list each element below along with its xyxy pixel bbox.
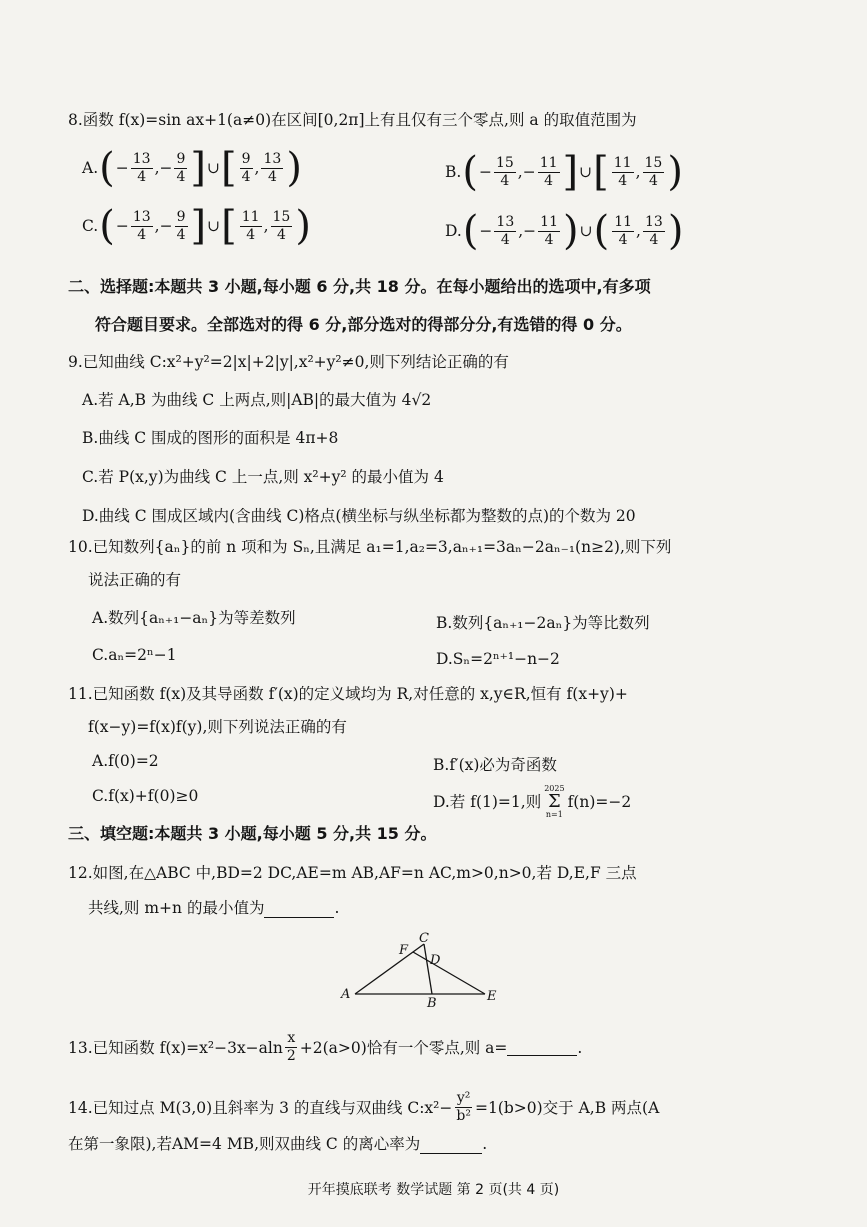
q12-stem: 12.如图,在△ABC 中,BD=2 DC,AE=m AB,AF=n AC,m>0,n>0,若 D,E,F 三点	[68, 864, 637, 882]
q9-option-b: B.曲线 C 围成的图形的面积是 4π+8	[82, 429, 339, 447]
q8-option-a: A. ( − $\frac{13}{4}$ ,− $\frac{9}{4}$ ] ∪ [ $\frac{9}{4}$ , $\frac{13}{4}$ )	[82, 145, 302, 191]
q10-option-a: A.数列{aₙ₊₁−aₙ}为等差数列	[92, 609, 296, 627]
answer-blank[interactable]	[264, 917, 334, 918]
label-d: D	[430, 953, 441, 968]
q9-option-a: A.若 A,B 为曲线 C 上两点,则|AB|的最大值为 4√2	[82, 391, 432, 409]
option-label: C.	[82, 217, 99, 235]
answer-blank[interactable]	[420, 1153, 482, 1154]
q9-option-c: C.若 P(x,y)为曲线 C 上一点,则 x²+y² 的最小值为 4	[82, 468, 444, 486]
page-footer: 开年摸底联考 数学试题 第 2 页(共 4 页)	[307, 1182, 560, 1198]
label-e: E	[487, 989, 497, 1004]
q10-option-c: C.aₙ=2ⁿ−1	[92, 646, 177, 664]
section-3-heading: 三、填空题:本题共 3 小题,每小题 5 分,共 15 分。	[68, 824, 437, 843]
answer-blank[interactable]	[507, 1039, 577, 1056]
q12-stem-cont: 共线,则 m+n 的最小值为 .	[88, 899, 340, 917]
section-2-heading-cont: 符合题目要求。全部选对的得 6 分,部分选对的得部分分,有选错的得 0 分。	[95, 315, 632, 334]
q9-stem: 9.已知曲线 C:x²+y²=2|x|+2|y|,x²+y²≠0,则下列结论正确的有	[68, 353, 509, 371]
label-c: C	[419, 931, 429, 946]
option-label: B.	[445, 163, 462, 181]
segment-cb	[424, 944, 432, 994]
label-f: F	[399, 943, 409, 958]
label-b: B	[427, 996, 437, 1010]
q10-stem: 10.已知数列{aₙ}的前 n 项和为 Sₙ,且满足 a₁=1,a₂=3,aₙ₊₁=3aₙ−2aₙ₋₁(n≥2),则下列	[68, 538, 672, 556]
q8-option-b: B. ( − $\frac{15}{4}$ ,− $\frac{11}{4}$ ] ∪ [ $\frac{11}{4}$ , $\frac{15}{4}$ )	[445, 149, 683, 195]
q13-stem: 13.已知函数 f(x)=x²−3x−aln $\frac{x}{2}$ +2(a>0)恰有一个零点,则 a= .	[68, 1030, 583, 1064]
q11-option-b: B.f′(x)必为奇函数	[433, 756, 557, 774]
label-a: A	[341, 987, 351, 1002]
option-label: A.	[82, 159, 99, 177]
segment-ac	[355, 944, 424, 994]
q14-stem: 14.已知过点 M(3,0)且斜率为 3 的直线与双曲线 C:x²− $\frac{\text{y²}}{\text{b²}}$ =1(b>0)交于 A,B 两点(A	[68, 1090, 660, 1124]
q8-option-d: D. ( − $\frac{13}{4}$ ,− $\frac{11}{4}$ ) ∪ ( $\frac{11}{4}$ , $\frac{13}{4}$ )	[445, 208, 684, 254]
q11-stem: 11.已知函数 f(x)及其导函数 f′(x)的定义域均为 R,对任意的 x,y∈R,恒有 f(x+y)+	[68, 685, 628, 703]
q11-option-c: C.f(x)+f(0)≥0	[92, 787, 199, 805]
q11-option-d: D.若 f(1)=1,则 2025 Σ n=1 f(n)=−2	[433, 784, 632, 819]
q11-option-a: A.f(0)=2	[92, 752, 159, 770]
triangle-figure	[335, 930, 505, 1010]
section-2-heading: 二、选择题:本题共 3 小题,每小题 6 分,共 18 分。在每小题给出的选项中,有多项	[68, 277, 651, 296]
summation: 2025 Σ n=1	[544, 784, 565, 819]
q10-stem-cont: 说法正确的有	[88, 571, 182, 589]
option-label: D.	[445, 222, 462, 240]
q11-stem-cont: f(x−y)=f(x)f(y),则下列说法正确的有	[88, 718, 347, 736]
q10-option-b: B.数列{aₙ₊₁−2aₙ}为等比数列	[436, 614, 650, 632]
q8-option-c: C. ( − $\frac{13}{4}$ ,− $\frac{9}{4}$ ] ∪ [ $\frac{11}{4}$ , $\frac{15}{4}$ )	[82, 203, 311, 249]
q14-stem-cont: 在第一象限),若AM=4 MB,则双曲线 C 的离心率为 .	[68, 1135, 488, 1153]
segment-fe	[413, 952, 485, 994]
q9-option-d: D.曲线 C 围成区域内(含曲线 C)格点(横坐标与纵坐标都为整数的点)的个数为 20	[82, 507, 636, 525]
q10-option-d: D.Sₙ=2ⁿ⁺¹−n−2	[436, 650, 560, 668]
q8-stem: 8.函数 f(x)=sin ax+1(a≠0)在区间[0,2π]上有且仅有三个零点,则 a 的取值范围为	[68, 111, 637, 129]
